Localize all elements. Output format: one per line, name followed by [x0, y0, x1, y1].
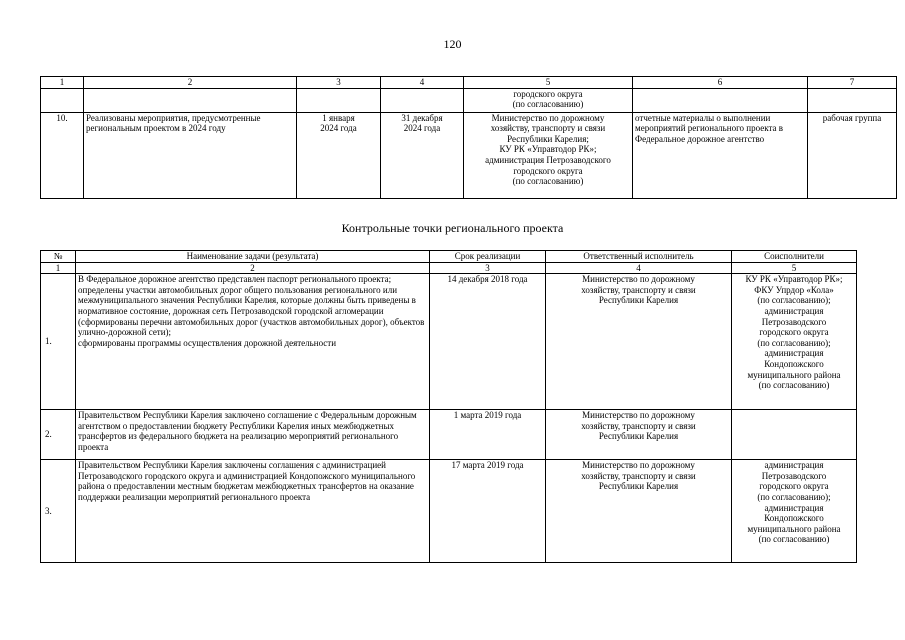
column-number: 1	[41, 262, 76, 274]
column-header: Наименование задачи (результата)	[76, 251, 430, 263]
table-row	[41, 112, 897, 198]
continuation-row	[41, 88, 897, 112]
responsible-executor: Министерство по дорожному хозяйству, транспорту и связи Республики Карелия	[546, 460, 732, 563]
section-title: Контрольные точки регионального проекта	[341, 221, 564, 235]
column-header: Срок реализации	[430, 251, 546, 263]
column-number: 7	[808, 77, 897, 89]
table-cell	[633, 88, 808, 112]
row-number: 1.	[41, 274, 76, 410]
task-name: Правительством Республики Карелия заключены соглашения с администрацией Петрозаводского городского округа и администрацией Кондопожского муниципального района о предоставлении местным бюджетам межбюджетных трансфертов на оказание поддержки реализации мероприятий регионального проекта	[76, 460, 430, 563]
column-number-row	[41, 77, 897, 89]
table-row	[41, 410, 857, 460]
task-description: Реализованы мероприятия, предусмотренные региональным проектом в 2024 году	[84, 112, 297, 198]
table-cell	[297, 88, 381, 112]
header-row	[41, 251, 857, 263]
column-number: 4	[546, 262, 732, 274]
control-points-table	[40, 250, 857, 563]
end-date: 31 декабря 2024 года	[381, 112, 464, 198]
column-number: 5	[464, 77, 633, 89]
column-number-row	[41, 262, 857, 274]
control-body: рабочая группа	[808, 112, 897, 198]
row-number: 3.	[41, 460, 76, 563]
table-cell	[84, 88, 297, 112]
responsible-executor: Министерство по дорожному хозяйству, транспорту и связи Республики Карелия	[546, 274, 732, 410]
column-number: 2	[84, 77, 297, 89]
page-number: 120	[443, 37, 462, 51]
result-type: отчетные материалы о выполнении мероприятий регионального проекта в Федеральное дорожное агентство	[633, 112, 808, 198]
responsible-executor: Министерство по дорожному хозяйству, транспорту и связи Республики Карелия; КУ РК «Управтодор РК»; администрация Петрозаводского городского округа (по согласованию)	[464, 112, 633, 198]
deadline: 1 марта 2019 года	[430, 410, 546, 460]
column-number: 3	[297, 77, 381, 89]
co-executors: КУ РК «Управтодор РК»; ФКУ Упрдор «Кола» (по согласованию); администрация Петрозаводского городского округа (по согласованию); администрация Кондопожского муниципального района (по согласованию)	[732, 274, 857, 410]
column-header: Соисполнители	[732, 251, 857, 263]
row-number: 10.	[41, 112, 84, 198]
table-cell: городского округа (по согласованию)	[464, 88, 633, 112]
continuation-table	[40, 76, 897, 199]
column-number: 5	[732, 262, 857, 274]
deadline: 17 марта 2019 года	[430, 460, 546, 563]
task-name: В Федеральное дорожное агентство представлен паспорт регионального проекта; определены участки автомобильных дорог общего пользования регионального или межмуниципального значения Республики Карелия, которые должны быть приведены в нормативное состояние, дорожная сеть Петрозаводской городской агломерации (сформированы перечни автомобильных дорог (участков автомобильных дорог), объектов улично-дорожной сети); сформированы программы осуществления дорожной деятельности	[76, 274, 430, 410]
column-number: 4	[381, 77, 464, 89]
column-header: №	[41, 251, 76, 263]
column-number: 3	[430, 262, 546, 274]
table-cell	[381, 88, 464, 112]
co-executors	[732, 410, 857, 460]
table-cell	[41, 88, 84, 112]
deadline: 14 декабря 2018 года	[430, 274, 546, 410]
column-number: 2	[76, 262, 430, 274]
table-row	[41, 460, 857, 563]
column-header: Ответственный исполнитель	[546, 251, 732, 263]
co-executors: администрация Петрозаводского городского округа (по согласованию); администрация Кондопожского муниципального района (по согласованию)	[732, 460, 857, 563]
column-number: 6	[633, 77, 808, 89]
table-cell	[808, 88, 897, 112]
row-number: 2.	[41, 410, 76, 460]
start-date: 1 января 2024 года	[297, 112, 381, 198]
responsible-executor: Министерство по дорожному хозяйству, транспорту и связи Республики Карелия	[546, 410, 732, 460]
table-row	[41, 274, 857, 410]
task-name: Правительством Республики Карелия заключено соглашение с Федеральным дорожным агентством о предоставлении бюджету Республики Карелия иных межбюджетных трансфертов из федерального бюджета на реализацию мероприятий регионального проекта	[76, 410, 430, 460]
column-number: 1	[41, 77, 84, 89]
